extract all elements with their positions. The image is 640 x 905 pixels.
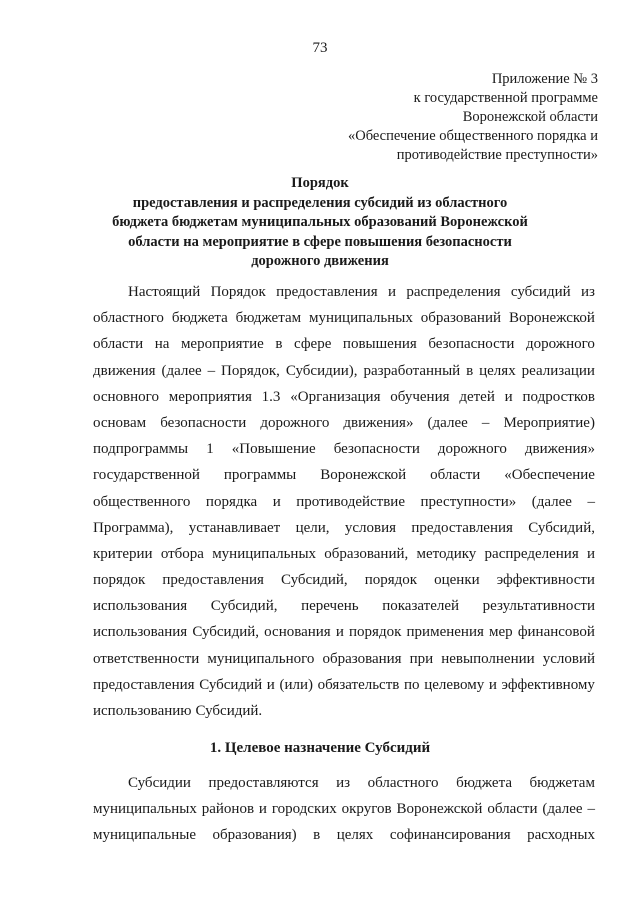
title-line: Порядок bbox=[291, 175, 349, 191]
paragraph-line: предоставления Субсидий и (или) обязательств по целевому и эффективному bbox=[93, 676, 595, 693]
paragraph-line: ответственности муниципального образования при невыполнении условий bbox=[93, 650, 595, 667]
document-title bbox=[0, 174, 640, 272]
title-line: области на мероприятие в сфере повышения безопасности bbox=[128, 233, 512, 250]
title-line: бюджета бюджетам муниципальных образований Воронежской bbox=[112, 214, 528, 230]
paragraph-line: общественного порядка и противодействие преступности» (далее – bbox=[93, 493, 595, 510]
paragraph-line: Субсидии предоставляются из областного бюджета бюджетам bbox=[128, 775, 595, 791]
appendix-line: «Обеспечение общественного порядка и bbox=[347, 128, 598, 144]
appendix-header bbox=[348, 70, 598, 165]
paragraph-line: муниципальные образования) в целях софинансирования расходных bbox=[93, 827, 595, 844]
paragraph-line: использования Субсидий, основания и порядок применения мер финансовой bbox=[93, 624, 595, 641]
title-line: предоставления и распределения субсидий из областного bbox=[132, 194, 508, 211]
paragraph-line: основам безопасности дорожного движения» (далее – Мероприятие) bbox=[93, 414, 595, 431]
appendix-line: Воронежской области bbox=[462, 109, 598, 125]
paragraph-line: использованию Субсидий. bbox=[93, 703, 263, 719]
paragraph-line: критерии отбора муниципальных образований, методику распределения и bbox=[93, 545, 595, 562]
section-heading: 1. Целевое назначение Субсидий bbox=[209, 740, 431, 756]
paragraph-line: Настоящий Порядок предоставления и распределения субсидий из bbox=[128, 284, 595, 300]
paragraph-line: порядок предоставления Субсидий, порядок оценки эффективности bbox=[93, 572, 595, 589]
appendix-line: к государственной программе bbox=[413, 90, 598, 106]
paragraph-line: подпрограммы 1 «Повышение безопасности дорожного движения» bbox=[93, 441, 595, 458]
page-number: 73 bbox=[312, 40, 328, 56]
title-line: дорожного движения bbox=[251, 253, 389, 269]
appendix-line: Приложение № 3 bbox=[491, 71, 598, 87]
paragraph-line: основного мероприятия 1.3 «Организация обучения детей и подростков bbox=[93, 388, 595, 405]
appendix-line: противодействие преступности» bbox=[396, 147, 598, 163]
paragraph-purpose bbox=[93, 770, 595, 849]
paragraph-line: области на мероприятие в сфере повышения безопасности дорожного bbox=[93, 336, 595, 353]
paragraph-line: областного бюджета бюджетам муниципальных образований Воронежской bbox=[93, 310, 595, 327]
paragraph-line: государственной программы Воронежской области «Обеспечение bbox=[93, 467, 595, 484]
paragraph-line: движения (далее – Порядок, Субсидии), разработанный в целях реализации bbox=[93, 362, 595, 379]
paragraph-line: муниципальных районов и городских округов Воронежской области (далее – bbox=[93, 801, 595, 818]
paragraph-line: Программа), устанавливает цели, условия предоставления Субсидий, bbox=[93, 519, 595, 536]
paragraph-line: использования Субсидий, перечень показателей результативности bbox=[93, 598, 595, 615]
paragraph-intro bbox=[93, 279, 595, 724]
